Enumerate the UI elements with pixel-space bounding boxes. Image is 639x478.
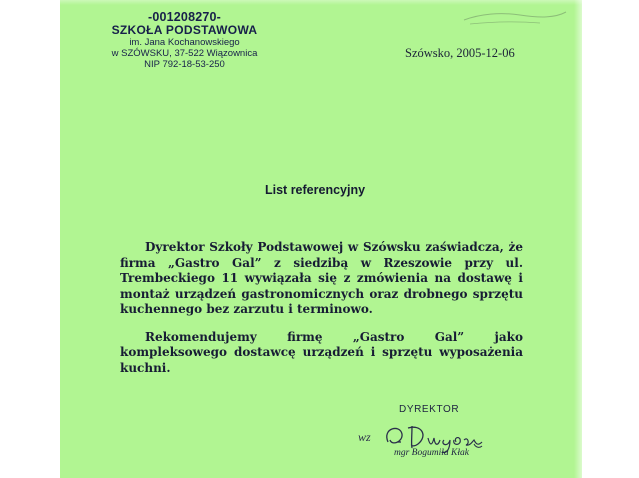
stamp-patron: im. Jana Kochanowskiego [129, 37, 240, 48]
paper-edge-right [574, 0, 582, 478]
signatory-name: mgr Bogumiła Kłak [394, 448, 469, 458]
school-stamp [92, 10, 277, 70]
letter-page [60, 0, 582, 478]
faint-stamp-mark [460, 6, 570, 28]
letter-title: List referencyjny [265, 183, 366, 197]
signature-prefix: wz [358, 430, 371, 444]
letter-body [120, 240, 523, 376]
stamp-address: w SZÓWSKU, 37-522 Wiązownica [111, 48, 258, 59]
signature-title: DYREKTOR [399, 404, 460, 415]
stamp-nip: NIP 792-18-53-250 [144, 59, 225, 70]
paragraph-1: Dyrektor Szkoły Podstawowej w Szówsku zaświadcza, że firma „Gastro Gal” z siedzibą w Rzeszowie przy ul. Trembeckiego 11 wywiązała się z zmówienia na dostawę i montaż urządzeń gastronomicznych oraz drobnego sprzętu kuchennego bez zarzutu i terminowo. [120, 240, 523, 316]
stamp-code: -001208270- [147, 10, 222, 24]
paragraph-2: Rekomendujemy firmę „Gastro Gal” jako kompleksowego dostawcę urządzeń i sprzętu wyposażenia kuchni. [120, 329, 523, 375]
letter-date: Szówsko, 2005-12-06 [405, 46, 515, 60]
stamp-school-name: SZKOŁA PODSTAWOWA [111, 23, 258, 37]
paper-edge-top [60, 0, 582, 5]
